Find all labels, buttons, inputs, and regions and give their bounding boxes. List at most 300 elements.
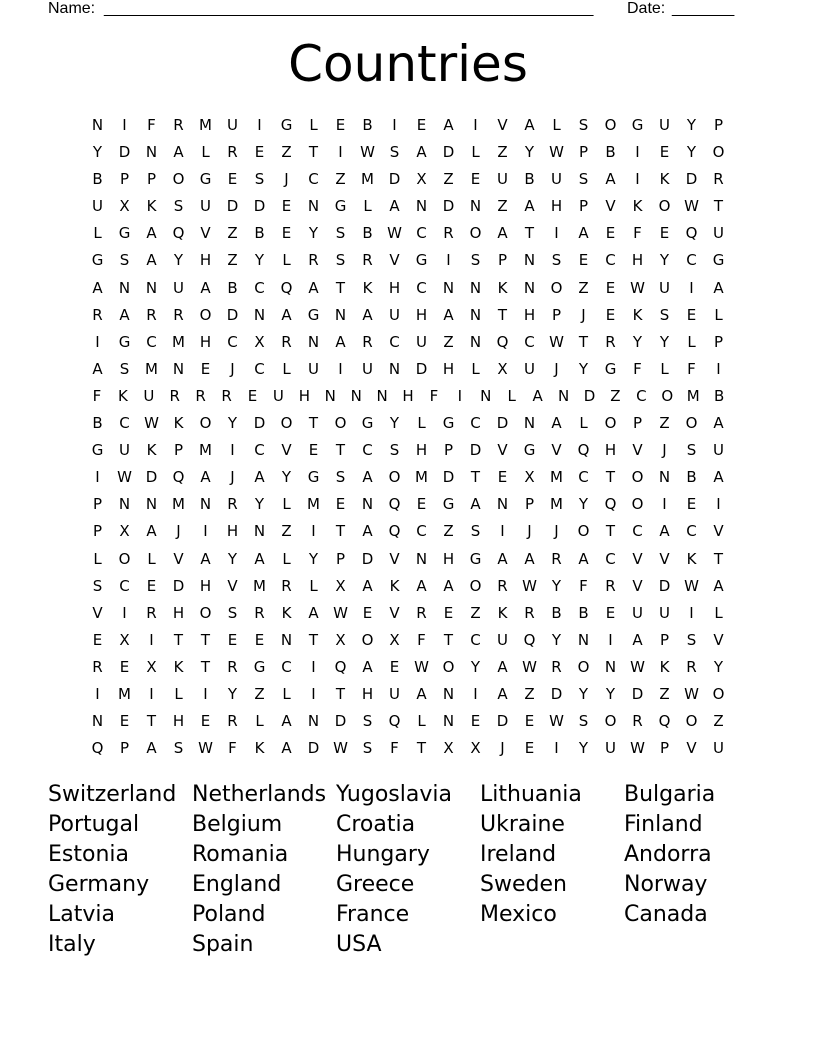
grid-letter: M bbox=[199, 116, 212, 134]
grid-letter: E bbox=[470, 170, 481, 189]
grid-letter: K bbox=[362, 278, 373, 297]
page-title: Countries bbox=[288, 35, 528, 93]
grid-letter: Q bbox=[91, 739, 104, 758]
grid-row bbox=[84, 193, 732, 220]
grid-letter: Z bbox=[227, 224, 238, 243]
grid-letter: A bbox=[578, 549, 589, 568]
grid-letter: P bbox=[578, 197, 589, 216]
grid-letter: I bbox=[95, 332, 100, 351]
grid-letter: H bbox=[415, 441, 428, 460]
grid-letter: K bbox=[146, 441, 157, 460]
grid-letter: T bbox=[173, 630, 184, 649]
grid-letter: W bbox=[630, 739, 645, 758]
grid-letter: I bbox=[338, 143, 343, 162]
word-bank-item: Andorra bbox=[624, 841, 712, 867]
grid-letter: D bbox=[334, 712, 347, 731]
grid-letter: K bbox=[281, 603, 292, 622]
grid-letter: U bbox=[605, 739, 616, 758]
grid-letter: V bbox=[497, 441, 508, 460]
grid-letter: Q bbox=[172, 468, 185, 487]
grid-letter: X bbox=[470, 739, 481, 758]
grid-letter: D bbox=[496, 414, 509, 433]
grid-letter: S bbox=[335, 468, 346, 487]
grid-letter: B bbox=[713, 386, 725, 405]
grid-letter: E bbox=[605, 305, 616, 324]
grid-letter: S bbox=[389, 441, 400, 460]
grid-letter: P bbox=[146, 170, 157, 189]
grid-letter: J bbox=[230, 468, 235, 487]
grid-letter: D bbox=[226, 197, 239, 216]
grid-letter: S bbox=[362, 739, 373, 758]
grid-letter: W bbox=[414, 657, 429, 676]
grid-letter: Y bbox=[686, 143, 697, 162]
grid-letter: A bbox=[119, 305, 130, 324]
grid-letter: E bbox=[247, 386, 258, 405]
grid-letter: V bbox=[632, 441, 643, 460]
grid-letter: P bbox=[92, 495, 103, 514]
grid-letter: Z bbox=[443, 522, 454, 541]
grid-letter: D bbox=[442, 468, 455, 487]
grid-letter: C bbox=[119, 414, 130, 433]
grid-row bbox=[84, 735, 732, 762]
grid-letter: U bbox=[362, 359, 373, 378]
grid-letter: P bbox=[335, 549, 346, 568]
grid-letter: A bbox=[713, 468, 724, 487]
word-bank-item: Croatia bbox=[336, 811, 416, 837]
grid-letter: A bbox=[497, 224, 508, 243]
grid-letter: R bbox=[281, 332, 292, 351]
grid-letter: M bbox=[550, 495, 563, 514]
grid-letter: N bbox=[145, 495, 158, 514]
grid-letter: N bbox=[91, 712, 104, 731]
grid-letter: R bbox=[173, 305, 184, 324]
grid-letter: T bbox=[200, 657, 211, 676]
word-bank-item: France bbox=[336, 901, 410, 927]
grid-letter: D bbox=[442, 197, 455, 216]
grid-letter: A bbox=[308, 278, 319, 297]
grid-letter: S bbox=[578, 712, 589, 731]
grid-letter: O bbox=[442, 657, 455, 676]
grid-letter: N bbox=[172, 359, 185, 378]
grid-letter: Z bbox=[470, 603, 481, 622]
grid-letter: D bbox=[118, 143, 131, 162]
grid-letter: K bbox=[686, 549, 697, 568]
grid-letter: I bbox=[95, 468, 100, 487]
grid-letter: E bbox=[659, 143, 670, 162]
grid-letter: X bbox=[119, 197, 130, 216]
grid-letter: F bbox=[687, 359, 696, 378]
grid-letter: A bbox=[335, 332, 346, 351]
grid-letter: I bbox=[311, 522, 316, 541]
grid-letter: N bbox=[253, 305, 266, 324]
grid-letter: N bbox=[415, 549, 428, 568]
grid-letter: Q bbox=[604, 495, 617, 514]
grid-letter: E bbox=[362, 603, 373, 622]
grid-letter: I bbox=[457, 386, 463, 405]
grid-letter: A bbox=[200, 468, 211, 487]
grid-letter: X bbox=[524, 468, 535, 487]
grid-letter: H bbox=[415, 305, 428, 324]
grid-letter: B bbox=[524, 170, 535, 189]
grid-letter: Q bbox=[334, 657, 347, 676]
grid-letter: G bbox=[199, 170, 212, 189]
grid-letter: S bbox=[227, 603, 238, 622]
grid-letter: U bbox=[551, 170, 562, 189]
grid-letter: W bbox=[198, 739, 213, 758]
grid-letter: C bbox=[281, 657, 292, 676]
grid-letter: N bbox=[361, 495, 374, 514]
grid-letter: H bbox=[442, 359, 455, 378]
grid-letter: S bbox=[119, 251, 130, 270]
grid-letter: I bbox=[635, 170, 640, 189]
grid-letter: S bbox=[578, 170, 589, 189]
grid-letter: M bbox=[550, 468, 563, 487]
grid-letter: O bbox=[685, 712, 698, 731]
grid-letter: A bbox=[281, 305, 292, 324]
grid-letter: B bbox=[686, 468, 697, 487]
grid-row bbox=[84, 681, 732, 708]
grid-letter: V bbox=[659, 549, 670, 568]
grid-letter: Q bbox=[280, 278, 293, 297]
grid-letter: R bbox=[281, 576, 292, 595]
grid-letter: T bbox=[308, 143, 319, 162]
word-bank-item: Belgium bbox=[192, 811, 283, 837]
grid-letter: N bbox=[118, 278, 131, 297]
grid-letter: L bbox=[255, 712, 264, 731]
grid-letter: V bbox=[200, 224, 211, 243]
grid-letter: V bbox=[713, 630, 724, 649]
grid-row bbox=[84, 302, 732, 329]
grid-row bbox=[84, 654, 732, 681]
grid-letter: S bbox=[362, 712, 373, 731]
grid-letter: E bbox=[497, 468, 508, 487]
grid-letter: W bbox=[549, 332, 564, 351]
grid-letter: L bbox=[147, 549, 156, 568]
grid-letter: E bbox=[227, 170, 238, 189]
grid-letter: C bbox=[605, 549, 616, 568]
grid-letter: N bbox=[658, 468, 671, 487]
grid-letter: R bbox=[605, 332, 616, 351]
grid-letter: F bbox=[633, 359, 642, 378]
grid-letter: I bbox=[122, 116, 127, 134]
grid-letter: R bbox=[92, 657, 103, 676]
word-bank-item: Lithuania bbox=[480, 782, 582, 807]
grid-letter: C bbox=[227, 332, 238, 351]
grid-letter: L bbox=[201, 143, 210, 162]
word-bank-item: Bulgaria bbox=[624, 782, 716, 807]
grid-letter: O bbox=[577, 657, 590, 676]
grid-letter: B bbox=[227, 278, 238, 297]
grid-letter: O bbox=[712, 143, 725, 162]
grid-letter: L bbox=[714, 603, 723, 622]
grid-letter: J bbox=[662, 441, 667, 460]
grid-letter: D bbox=[496, 712, 509, 731]
word-bank-item: Yugoslavia bbox=[336, 782, 452, 807]
grid-letter: A bbox=[254, 549, 265, 568]
grid-letter: I bbox=[554, 224, 559, 243]
grid-letter: R bbox=[605, 576, 616, 595]
grid-letter: H bbox=[199, 251, 212, 270]
grid-letter: O bbox=[661, 386, 674, 405]
grid-letter: N bbox=[199, 495, 212, 514]
grid-letter: C bbox=[632, 522, 643, 541]
grid-letter: E bbox=[119, 657, 130, 676]
grid-letter: P bbox=[92, 522, 103, 541]
grid-letter: T bbox=[335, 522, 346, 541]
grid-letter: P bbox=[713, 116, 724, 134]
grid-row bbox=[84, 600, 732, 627]
grid-letter: N bbox=[388, 359, 401, 378]
grid-letter: P bbox=[551, 305, 562, 324]
grid-letter: I bbox=[662, 495, 667, 514]
grid-letter: A bbox=[362, 468, 373, 487]
grid-letter: M bbox=[172, 495, 185, 514]
grid-letter: U bbox=[632, 603, 643, 622]
grid-letter: M bbox=[307, 495, 320, 514]
grid-letter: V bbox=[389, 549, 400, 568]
word-bank-item: Mexico bbox=[480, 901, 557, 927]
grid-letter: R bbox=[173, 116, 184, 134]
date-label: Date: bbox=[627, 0, 666, 17]
grid-letter: C bbox=[308, 170, 319, 189]
grid-letter: N bbox=[469, 332, 482, 351]
grid-row bbox=[84, 166, 732, 193]
grid-letter: I bbox=[554, 739, 559, 758]
grid-letter: Z bbox=[659, 684, 670, 703]
grid-letter: C bbox=[636, 386, 647, 405]
grid-letter: O bbox=[280, 414, 293, 433]
grid-letter: T bbox=[605, 522, 616, 541]
grid-letter: F bbox=[579, 576, 588, 595]
grid-letter: A bbox=[713, 576, 724, 595]
grid-letter: W bbox=[333, 603, 348, 622]
grid-letter: C bbox=[146, 332, 157, 351]
grid-letter: S bbox=[254, 170, 265, 189]
grid-letter: U bbox=[173, 278, 184, 297]
grid-letter: E bbox=[119, 712, 130, 731]
grid-letter: R bbox=[362, 332, 373, 351]
grid-letter: E bbox=[524, 739, 535, 758]
name-label: Name: bbox=[48, 0, 96, 17]
grid-letter: R bbox=[551, 549, 562, 568]
word-bank-item: Sweden bbox=[480, 871, 567, 897]
grid-letter: M bbox=[145, 359, 158, 378]
grid-letter: E bbox=[470, 712, 481, 731]
grid-letter: O bbox=[685, 414, 698, 433]
grid-letter: E bbox=[254, 630, 265, 649]
grid-letter: H bbox=[199, 576, 212, 595]
grid-letter: I bbox=[257, 116, 262, 134]
grid-letter: A bbox=[605, 170, 616, 189]
grid-letter: A bbox=[281, 739, 292, 758]
grid-letter: G bbox=[280, 116, 293, 134]
grid-letter: Z bbox=[443, 332, 454, 351]
grid-letter: T bbox=[335, 441, 346, 460]
grid-letter: Y bbox=[173, 251, 184, 270]
grid-letter: R bbox=[443, 224, 454, 243]
grid-letter: L bbox=[507, 386, 516, 405]
grid-letter: R bbox=[227, 657, 238, 676]
grid-letter: G bbox=[361, 414, 374, 433]
grid-letter: K bbox=[254, 739, 265, 758]
grid-letter: N bbox=[480, 386, 492, 405]
grid-letter: U bbox=[119, 441, 130, 460]
grid-letter: A bbox=[200, 278, 211, 297]
grid-letter: Y bbox=[389, 414, 400, 433]
grid-letter: A bbox=[532, 386, 543, 405]
word-bank-item: Poland bbox=[192, 901, 266, 927]
grid-letter: T bbox=[335, 278, 346, 297]
grid-letter: I bbox=[149, 684, 154, 703]
grid-letter: X bbox=[335, 630, 346, 649]
grid-letter: G bbox=[469, 549, 482, 568]
grid-letter: K bbox=[173, 657, 184, 676]
word-bank-item: Romania bbox=[192, 841, 289, 867]
grid-letter: K bbox=[659, 170, 670, 189]
grid-letter: A bbox=[578, 224, 589, 243]
grid-letter: P bbox=[119, 170, 130, 189]
grid-letter: N bbox=[145, 143, 158, 162]
grid-letter: A bbox=[416, 684, 427, 703]
grid-letter: D bbox=[550, 684, 563, 703]
grid-letter: T bbox=[416, 739, 427, 758]
grid-letter: A bbox=[443, 576, 454, 595]
word-bank-item: Estonia bbox=[48, 841, 129, 867]
word-bank-item: Latvia bbox=[48, 901, 115, 927]
grid-letter: K bbox=[389, 576, 400, 595]
grid-letter: T bbox=[578, 332, 589, 351]
grid-letter: N bbox=[469, 197, 482, 216]
grid-row bbox=[84, 247, 732, 274]
grid-letter: K bbox=[497, 278, 508, 297]
grid-letter: E bbox=[686, 305, 697, 324]
grid-letter: P bbox=[524, 495, 535, 514]
grid-letter: H bbox=[388, 278, 401, 297]
grid-row bbox=[84, 275, 732, 302]
grid-letter: U bbox=[143, 386, 155, 405]
grid-letter: T bbox=[335, 684, 346, 703]
grid-letter: E bbox=[416, 495, 427, 514]
grid-letter: W bbox=[333, 739, 348, 758]
grid-letter: O bbox=[388, 468, 401, 487]
grid-letter: Z bbox=[497, 197, 508, 216]
grid-letter: L bbox=[660, 359, 669, 378]
grid-letter: V bbox=[389, 251, 400, 270]
grid-letter: A bbox=[362, 305, 373, 324]
grid-letter: O bbox=[712, 684, 725, 703]
grid-letter: U bbox=[659, 278, 670, 297]
grid-letter: C bbox=[470, 414, 481, 433]
grid-letter: N bbox=[604, 657, 617, 676]
grid-row bbox=[84, 410, 732, 437]
grid-letter: Q bbox=[388, 712, 401, 731]
grid-letter: W bbox=[144, 414, 159, 433]
grid-letter: Z bbox=[497, 143, 508, 162]
grid-letter: S bbox=[686, 441, 697, 460]
grid-letter: A bbox=[713, 278, 724, 297]
grid-row bbox=[84, 518, 732, 545]
grid-letter: D bbox=[307, 739, 320, 758]
grid-letter: I bbox=[95, 684, 100, 703]
grid-letter: K bbox=[632, 197, 643, 216]
word-bank-item: Norway bbox=[624, 871, 708, 897]
grid-letter: Y bbox=[686, 116, 697, 134]
grid-letter: U bbox=[524, 359, 535, 378]
grid-letter: Y bbox=[713, 657, 724, 676]
grid-letter: H bbox=[199, 332, 212, 351]
grid-letter: U bbox=[416, 332, 427, 351]
grid-letter: S bbox=[470, 522, 481, 541]
grid-letter: G bbox=[442, 495, 455, 514]
grid-letter: S bbox=[335, 224, 346, 243]
grid-letter: R bbox=[146, 603, 157, 622]
grid-letter: L bbox=[174, 684, 183, 703]
grid-letter: K bbox=[146, 197, 157, 216]
grid-letter: R bbox=[686, 657, 697, 676]
grid-letter: Y bbox=[470, 657, 481, 676]
word-bank-item: Switzerland bbox=[48, 782, 177, 807]
grid-row bbox=[84, 464, 732, 491]
grid-letter: Z bbox=[659, 414, 670, 433]
grid-letter: N bbox=[307, 197, 320, 216]
grid-letter: C bbox=[416, 522, 427, 541]
grid-letter: T bbox=[497, 305, 508, 324]
word-bank-item: USA bbox=[336, 931, 382, 957]
grid-letter: K bbox=[117, 386, 128, 405]
grid-letter: O bbox=[604, 712, 617, 731]
grid-letter: M bbox=[172, 332, 185, 351]
grid-letter: G bbox=[118, 224, 131, 243]
grid-letter: R bbox=[632, 712, 643, 731]
grid-letter: E bbox=[254, 143, 265, 162]
grid-letter: N bbox=[442, 684, 455, 703]
grid-letter: V bbox=[92, 603, 103, 622]
grid-letter: U bbox=[227, 116, 238, 134]
grid-letter: E bbox=[308, 441, 319, 460]
grid-letter: P bbox=[119, 739, 130, 758]
grid-letter: A bbox=[416, 576, 427, 595]
grid-letter: A bbox=[443, 305, 454, 324]
grid-letter: C bbox=[254, 441, 265, 460]
grid-letter: C bbox=[686, 251, 697, 270]
grid-letter: A bbox=[713, 414, 724, 433]
grid-letter: V bbox=[713, 522, 724, 541]
grid-letter: C bbox=[389, 332, 400, 351]
grid-letter: C bbox=[686, 522, 697, 541]
grid-letter: Q bbox=[496, 332, 509, 351]
grid-letter: F bbox=[417, 630, 426, 649]
grid-letter: D bbox=[253, 197, 266, 216]
grid-letter: I bbox=[311, 657, 316, 676]
grid-letter: A bbox=[362, 576, 373, 595]
grid-letter: N bbox=[350, 386, 362, 405]
grid-letter: Y bbox=[227, 549, 238, 568]
grid-letter: V bbox=[686, 739, 697, 758]
grid-letter: I bbox=[689, 278, 694, 297]
grid-letter: S bbox=[92, 576, 103, 595]
grid-letter: I bbox=[230, 441, 235, 460]
grid-letter: G bbox=[442, 414, 455, 433]
grid-letter: I bbox=[500, 522, 505, 541]
word-bank-item: Hungary bbox=[336, 841, 430, 867]
grid-letter: A bbox=[146, 224, 157, 243]
grid-letter: L bbox=[282, 495, 291, 514]
grid-letter: A bbox=[362, 657, 373, 676]
grid-letter: S bbox=[686, 630, 697, 649]
grid-letter: J bbox=[554, 522, 559, 541]
grid-letter: W bbox=[387, 224, 402, 243]
grid-letter: G bbox=[91, 251, 104, 270]
